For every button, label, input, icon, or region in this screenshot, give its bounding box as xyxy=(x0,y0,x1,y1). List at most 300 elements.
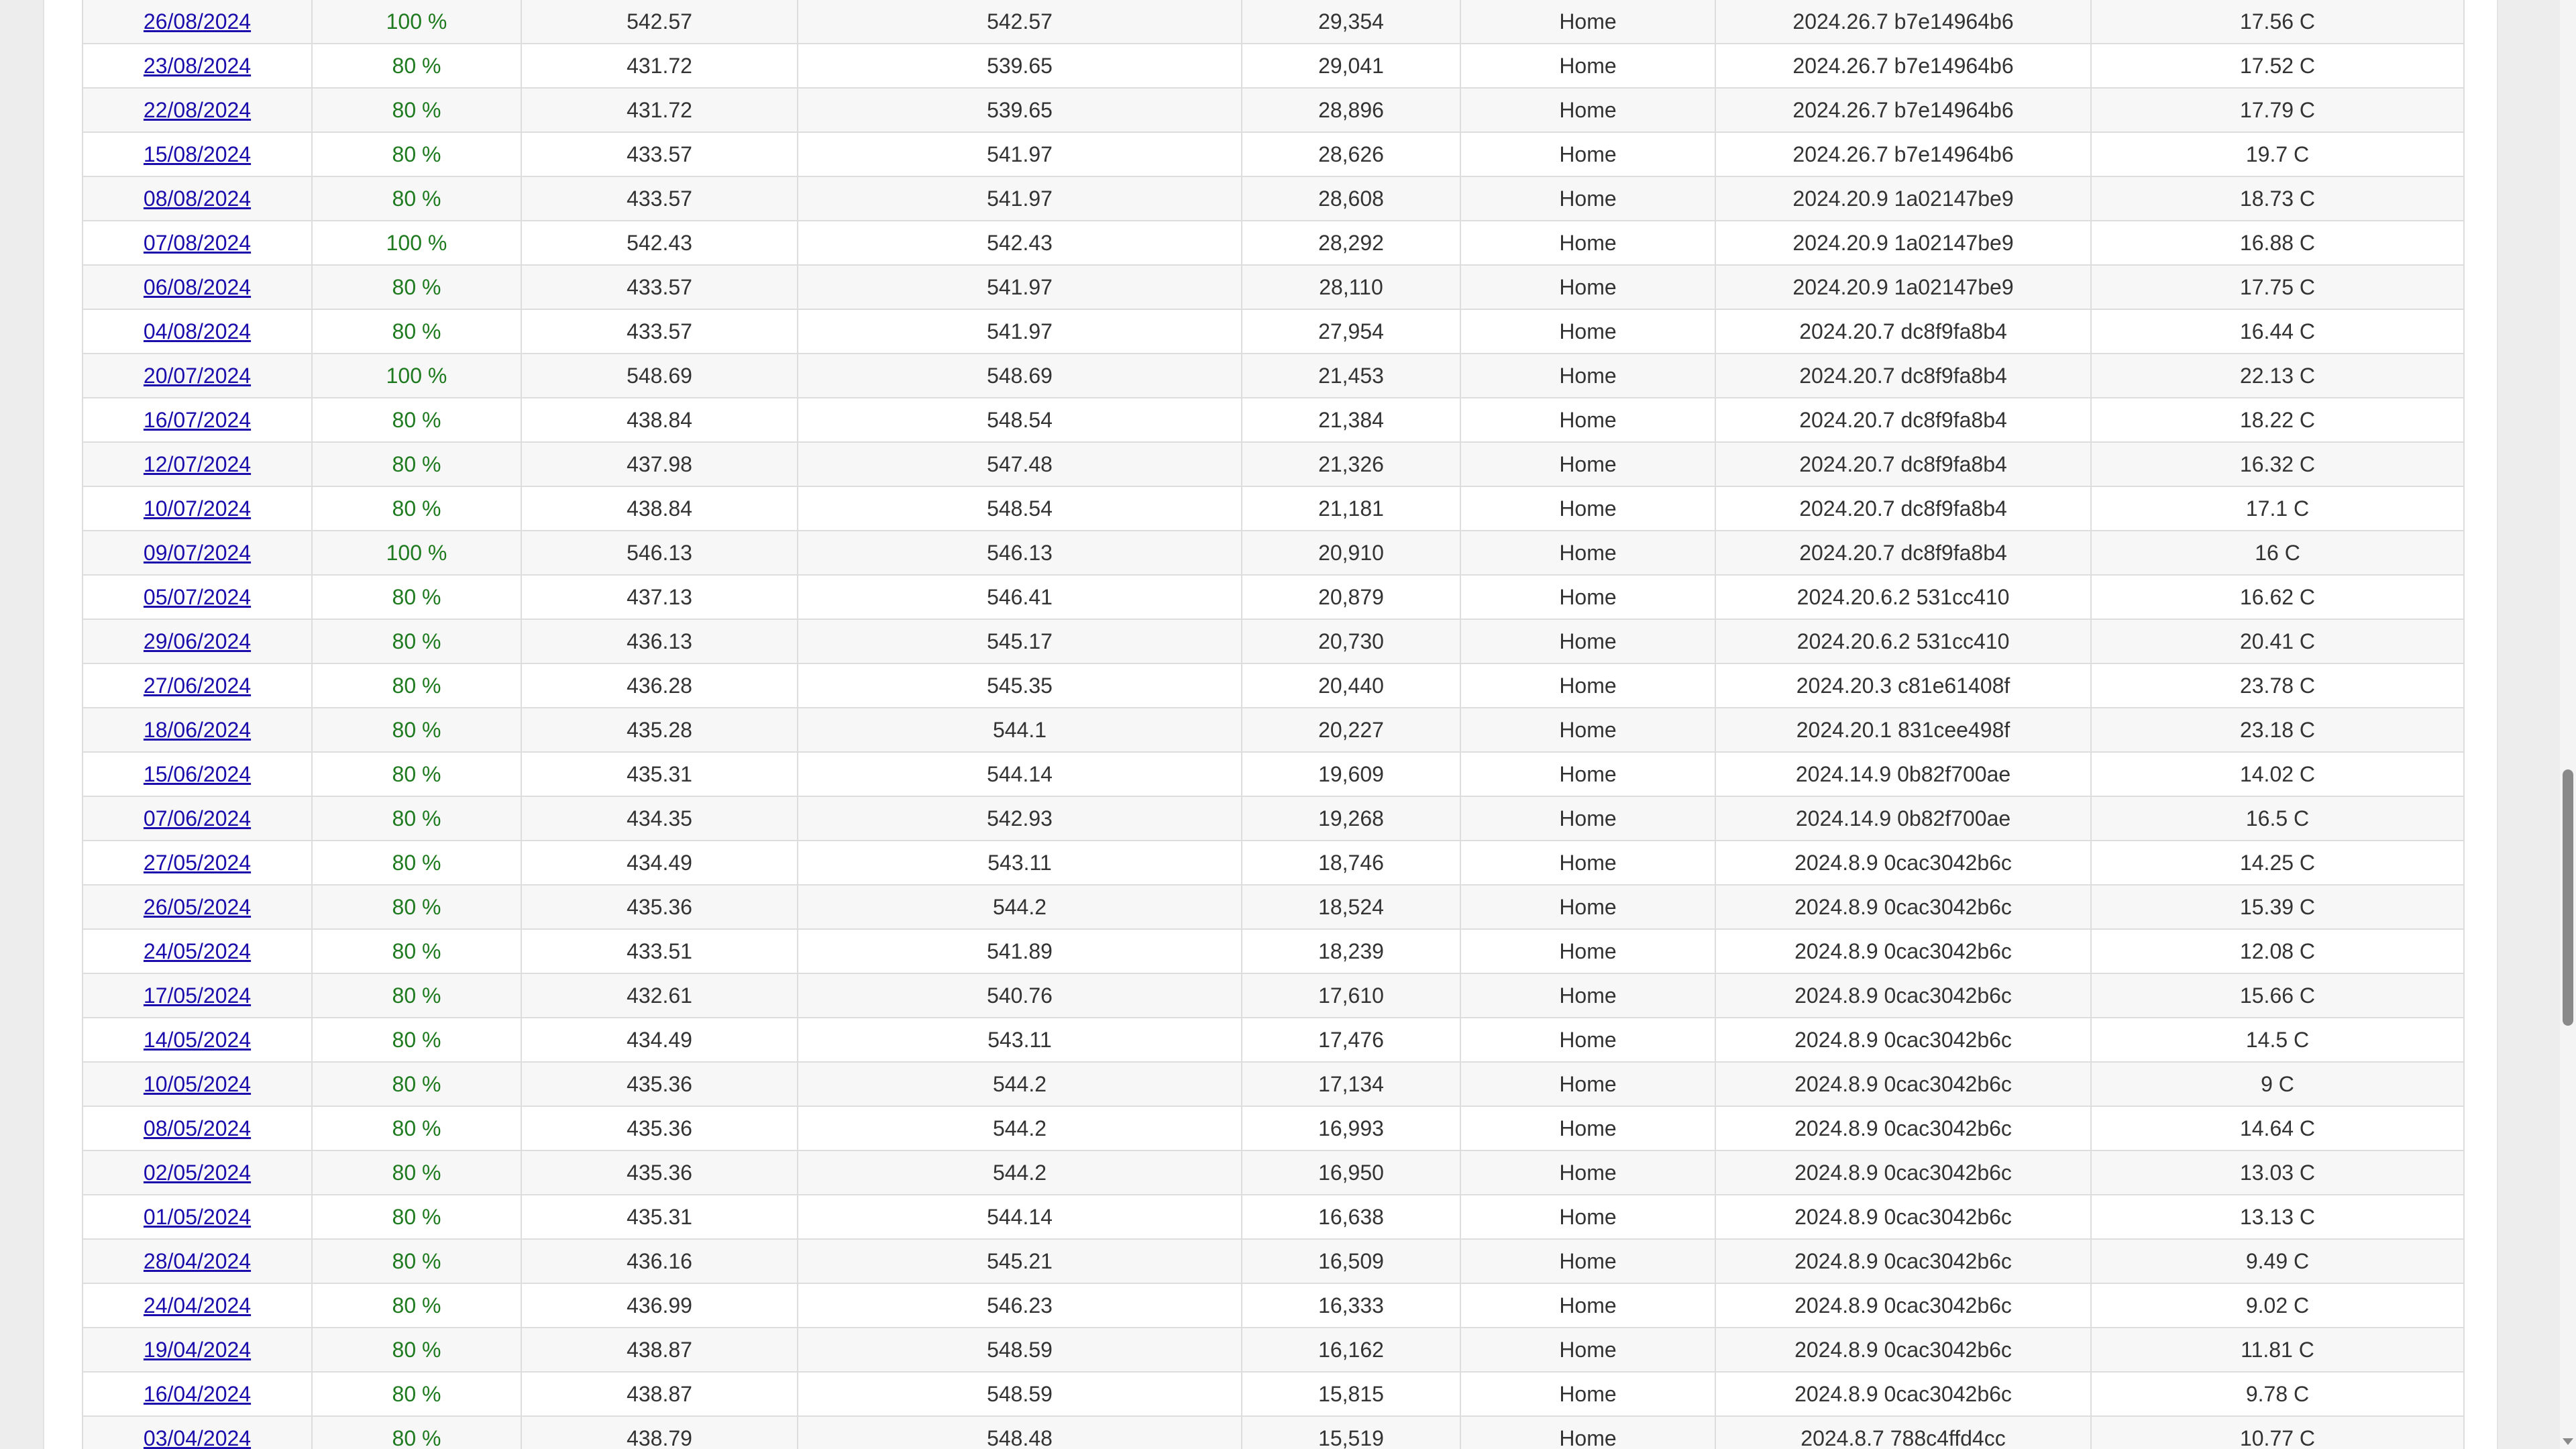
date-cell xyxy=(83,1195,312,1239)
value-cell: 438.79 xyxy=(521,1416,798,1449)
value-full-cell: 539.65 xyxy=(798,88,1242,132)
table-row xyxy=(83,265,2464,309)
count-cell: 28,896 xyxy=(1242,88,1460,132)
location-cell: Home xyxy=(1460,309,1715,354)
value-cell: 546.13 xyxy=(521,531,798,575)
percent-cell: 80 % xyxy=(312,486,521,531)
value-cell: 432.61 xyxy=(521,973,798,1018)
version-cell: 2024.20.9 1a02147be9 xyxy=(1715,176,2091,221)
temperature-cell: 9.02 C xyxy=(2091,1283,2464,1328)
value-cell: 435.31 xyxy=(521,752,798,796)
date-link[interactable]: 27/05/2024 xyxy=(143,851,252,875)
date-link[interactable]: 10/07/2024 xyxy=(143,496,252,521)
version-cell: 2024.8.9 0cac3042b6c xyxy=(1715,1018,2091,1062)
date-cell xyxy=(83,841,312,885)
location-cell: Home xyxy=(1460,486,1715,531)
temperature-cell: 9 C xyxy=(2091,1062,2464,1106)
temperature-cell: 17.79 C xyxy=(2091,88,2464,132)
value-cell: 548.69 xyxy=(521,354,798,398)
percent-cell: 80 % xyxy=(312,575,521,619)
date-link[interactable]: 15/08/2024 xyxy=(143,142,252,166)
value-full-cell: 541.89 xyxy=(798,929,1242,973)
table-row xyxy=(83,44,2464,88)
count-cell: 16,162 xyxy=(1242,1328,1460,1372)
value-cell: 433.57 xyxy=(521,176,798,221)
value-cell: 438.84 xyxy=(521,486,798,531)
temperature-cell: 12.08 C xyxy=(2091,929,2464,973)
value-cell: 433.51 xyxy=(521,929,798,973)
value-full-cell: 539.65 xyxy=(798,44,1242,88)
temperature-cell: 16.32 C xyxy=(2091,442,2464,486)
version-cell: 2024.20.7 dc8f9fa8b4 xyxy=(1715,309,2091,354)
count-cell: 17,134 xyxy=(1242,1062,1460,1106)
percent-cell: 80 % xyxy=(312,1328,521,1372)
table-row xyxy=(83,1328,2464,1372)
page-content xyxy=(43,0,2498,1449)
percent-cell: 80 % xyxy=(312,1106,521,1150)
table-row xyxy=(83,619,2464,663)
count-cell: 21,326 xyxy=(1242,442,1460,486)
date-link[interactable]: 23/08/2024 xyxy=(143,54,252,78)
date-link[interactable]: 27/06/2024 xyxy=(143,674,252,698)
temperature-cell: 23.78 C xyxy=(2091,663,2464,708)
table-row xyxy=(83,1239,2464,1283)
value-full-cell: 542.57 xyxy=(798,0,1242,44)
date-cell xyxy=(83,442,312,486)
date-link[interactable]: 09/07/2024 xyxy=(143,541,252,565)
value-full-cell: 544.2 xyxy=(798,1062,1242,1106)
date-cell xyxy=(83,309,312,354)
count-cell: 21,384 xyxy=(1242,398,1460,442)
temperature-cell: 16.5 C xyxy=(2091,796,2464,841)
value-cell: 435.36 xyxy=(521,1106,798,1150)
table-row xyxy=(83,1283,2464,1328)
temperature-cell: 15.66 C xyxy=(2091,973,2464,1018)
value-full-cell: 546.13 xyxy=(798,531,1242,575)
location-cell: Home xyxy=(1460,176,1715,221)
value-full-cell: 544.2 xyxy=(798,1150,1242,1195)
count-cell: 29,354 xyxy=(1242,0,1460,44)
date-cell xyxy=(83,1283,312,1328)
temperature-cell: 20.41 C xyxy=(2091,619,2464,663)
percent-cell: 80 % xyxy=(312,929,521,973)
location-cell: Home xyxy=(1460,1195,1715,1239)
date-link[interactable]: 15/06/2024 xyxy=(143,762,252,786)
count-cell: 16,638 xyxy=(1242,1195,1460,1239)
date-cell xyxy=(83,398,312,442)
version-cell: 2024.14.9 0b82f700ae xyxy=(1715,752,2091,796)
date-cell xyxy=(83,1239,312,1283)
percent-cell: 80 % xyxy=(312,796,521,841)
percent-cell: 100 % xyxy=(312,531,521,575)
date-cell xyxy=(83,752,312,796)
count-cell: 15,815 xyxy=(1242,1372,1460,1416)
date-cell xyxy=(83,265,312,309)
date-cell xyxy=(83,88,312,132)
date-link[interactable]: 03/04/2024 xyxy=(143,1426,252,1449)
table-body xyxy=(83,0,2464,1449)
date-link[interactable]: 06/08/2024 xyxy=(143,275,252,299)
value-full-cell: 543.11 xyxy=(798,1018,1242,1062)
percent-cell: 80 % xyxy=(312,398,521,442)
version-cell: 2024.20.3 c81e61408f xyxy=(1715,663,2091,708)
table-row xyxy=(83,531,2464,575)
table-row xyxy=(83,929,2464,973)
value-full-cell: 540.76 xyxy=(798,973,1242,1018)
percent-cell: 80 % xyxy=(312,1283,521,1328)
value-cell: 436.28 xyxy=(521,663,798,708)
percent-cell: 80 % xyxy=(312,663,521,708)
temperature-cell: 13.13 C xyxy=(2091,1195,2464,1239)
temperature-cell: 16 C xyxy=(2091,531,2464,575)
value-cell: 435.36 xyxy=(521,1062,798,1106)
table-row xyxy=(83,841,2464,885)
value-full-cell: 545.35 xyxy=(798,663,1242,708)
table-row xyxy=(83,1195,2464,1239)
percent-cell: 80 % xyxy=(312,973,521,1018)
value-full-cell: 544.2 xyxy=(798,1106,1242,1150)
value-cell: 433.57 xyxy=(521,265,798,309)
date-link[interactable]: 16/04/2024 xyxy=(143,1382,252,1406)
location-cell: Home xyxy=(1460,1150,1715,1195)
value-full-cell: 544.2 xyxy=(798,885,1242,929)
temperature-cell: 13.03 C xyxy=(2091,1150,2464,1195)
version-cell: 2024.20.6.2 531cc410 xyxy=(1715,619,2091,663)
date-link[interactable]: 28/04/2024 xyxy=(143,1249,252,1273)
location-cell: Home xyxy=(1460,1372,1715,1416)
value-cell: 436.99 xyxy=(521,1283,798,1328)
value-cell: 435.36 xyxy=(521,1150,798,1195)
date-cell xyxy=(83,885,312,929)
version-cell: 2024.8.9 0cac3042b6c xyxy=(1715,1372,2091,1416)
location-cell: Home xyxy=(1460,752,1715,796)
count-cell: 28,292 xyxy=(1242,221,1460,265)
count-cell: 17,476 xyxy=(1242,1018,1460,1062)
version-cell: 2024.20.1 831cee498f xyxy=(1715,708,2091,752)
count-cell: 16,333 xyxy=(1242,1283,1460,1328)
table-row xyxy=(83,354,2464,398)
percent-cell: 80 % xyxy=(312,1195,521,1239)
table-row xyxy=(83,132,2464,176)
date-link[interactable]: 12/07/2024 xyxy=(143,452,252,476)
percent-cell: 100 % xyxy=(312,354,521,398)
percent-cell: 80 % xyxy=(312,885,521,929)
percent-cell: 80 % xyxy=(312,442,521,486)
date-cell xyxy=(83,796,312,841)
count-cell: 16,509 xyxy=(1242,1239,1460,1283)
temperature-cell: 14.5 C xyxy=(2091,1018,2464,1062)
value-full-cell: 545.21 xyxy=(798,1239,1242,1283)
temperature-cell: 14.25 C xyxy=(2091,841,2464,885)
table-row xyxy=(83,708,2464,752)
version-cell: 2024.26.7 b7e14964b6 xyxy=(1715,0,2091,44)
percent-cell: 80 % xyxy=(312,1150,521,1195)
value-cell: 542.57 xyxy=(521,0,798,44)
value-cell: 437.13 xyxy=(521,575,798,619)
table-row xyxy=(83,752,2464,796)
value-full-cell: 544.1 xyxy=(798,708,1242,752)
location-cell: Home xyxy=(1460,44,1715,88)
table-row xyxy=(83,176,2464,221)
value-cell: 434.49 xyxy=(521,1018,798,1062)
table-row xyxy=(83,885,2464,929)
value-full-cell: 546.23 xyxy=(798,1283,1242,1328)
version-cell: 2024.20.7 dc8f9fa8b4 xyxy=(1715,486,2091,531)
version-cell: 2024.8.9 0cac3042b6c xyxy=(1715,1328,2091,1372)
value-cell: 436.13 xyxy=(521,619,798,663)
date-link[interactable]: 08/08/2024 xyxy=(143,186,252,211)
percent-cell: 80 % xyxy=(312,44,521,88)
value-full-cell: 548.59 xyxy=(798,1372,1242,1416)
version-cell: 2024.8.9 0cac3042b6c xyxy=(1715,1195,2091,1239)
date-link[interactable]: 16/07/2024 xyxy=(143,408,252,432)
date-link[interactable]: 05/07/2024 xyxy=(143,585,252,609)
value-cell: 435.31 xyxy=(521,1195,798,1239)
location-cell: Home xyxy=(1460,398,1715,442)
version-cell: 2024.8.9 0cac3042b6c xyxy=(1715,885,2091,929)
table-row xyxy=(83,1416,2464,1449)
version-cell: 2024.20.7 dc8f9fa8b4 xyxy=(1715,531,2091,575)
temperature-cell: 16.88 C xyxy=(2091,221,2464,265)
location-cell: Home xyxy=(1460,1106,1715,1150)
table-row xyxy=(83,1062,2464,1106)
version-cell: 2024.8.9 0cac3042b6c xyxy=(1715,1150,2091,1195)
location-cell: Home xyxy=(1460,973,1715,1018)
value-full-cell: 545.17 xyxy=(798,619,1242,663)
value-cell: 431.72 xyxy=(521,44,798,88)
percent-cell: 80 % xyxy=(312,1239,521,1283)
version-cell: 2024.8.9 0cac3042b6c xyxy=(1715,1283,2091,1328)
count-cell: 20,910 xyxy=(1242,531,1460,575)
vertical-scrollbar[interactable] xyxy=(2560,0,2576,1449)
table-row xyxy=(83,796,2464,841)
date-cell xyxy=(83,663,312,708)
value-full-cell: 541.97 xyxy=(798,265,1242,309)
value-full-cell: 543.11 xyxy=(798,841,1242,885)
count-cell: 15,519 xyxy=(1242,1416,1460,1449)
table-row xyxy=(83,486,2464,531)
version-cell: 2024.26.7 b7e14964b6 xyxy=(1715,132,2091,176)
percent-cell: 80 % xyxy=(312,176,521,221)
date-link[interactable]: 08/05/2024 xyxy=(143,1116,252,1140)
temperature-cell: 17.52 C xyxy=(2091,44,2464,88)
table-row xyxy=(83,1372,2464,1416)
date-link[interactable]: 18/06/2024 xyxy=(143,718,252,742)
percent-cell: 80 % xyxy=(312,309,521,354)
date-link[interactable]: 24/05/2024 xyxy=(143,939,252,963)
count-cell: 19,609 xyxy=(1242,752,1460,796)
date-link[interactable]: 22/08/2024 xyxy=(143,98,252,122)
version-cell: 2024.26.7 b7e14964b6 xyxy=(1715,44,2091,88)
count-cell: 16,993 xyxy=(1242,1106,1460,1150)
table-row xyxy=(83,0,2464,44)
location-cell: Home xyxy=(1460,796,1715,841)
value-full-cell: 548.69 xyxy=(798,354,1242,398)
percent-cell: 80 % xyxy=(312,132,521,176)
value-cell: 434.49 xyxy=(521,841,798,885)
date-cell xyxy=(83,973,312,1018)
scrollbar-thumb[interactable] xyxy=(2563,769,2573,1026)
temperature-cell: 18.73 C xyxy=(2091,176,2464,221)
table-row xyxy=(83,442,2464,486)
date-cell xyxy=(83,1062,312,1106)
location-cell: Home xyxy=(1460,929,1715,973)
location-cell: Home xyxy=(1460,708,1715,752)
date-link[interactable]: 20/07/2024 xyxy=(143,364,252,388)
count-cell: 21,181 xyxy=(1242,486,1460,531)
date-link[interactable]: 24/04/2024 xyxy=(143,1293,252,1318)
date-link[interactable]: 14/05/2024 xyxy=(143,1028,252,1052)
temperature-cell: 18.22 C xyxy=(2091,398,2464,442)
date-cell xyxy=(83,1106,312,1150)
location-cell: Home xyxy=(1460,841,1715,885)
date-link[interactable]: 01/05/2024 xyxy=(143,1205,252,1229)
version-cell: 2024.20.9 1a02147be9 xyxy=(1715,265,2091,309)
percent-cell: 80 % xyxy=(312,619,521,663)
value-cell: 438.87 xyxy=(521,1372,798,1416)
count-cell: 18,524 xyxy=(1242,885,1460,929)
count-cell: 28,626 xyxy=(1242,132,1460,176)
percent-cell: 80 % xyxy=(312,1416,521,1449)
version-cell: 2024.8.9 0cac3042b6c xyxy=(1715,929,2091,973)
percent-cell: 100 % xyxy=(312,0,521,44)
value-full-cell: 548.54 xyxy=(798,486,1242,531)
count-cell: 28,110 xyxy=(1242,265,1460,309)
version-cell: 2024.8.9 0cac3042b6c xyxy=(1715,1106,2091,1150)
percent-cell: 100 % xyxy=(312,221,521,265)
date-link[interactable]: 02/05/2024 xyxy=(143,1161,252,1185)
count-cell: 20,227 xyxy=(1242,708,1460,752)
value-full-cell: 548.54 xyxy=(798,398,1242,442)
count-cell: 20,879 xyxy=(1242,575,1460,619)
table-row xyxy=(83,398,2464,442)
value-full-cell: 541.97 xyxy=(798,309,1242,354)
scroll-down-arrow-icon[interactable] xyxy=(2563,1438,2573,1445)
date-cell xyxy=(83,176,312,221)
version-cell: 2024.20.7 dc8f9fa8b4 xyxy=(1715,442,2091,486)
count-cell: 28,608 xyxy=(1242,176,1460,221)
date-link[interactable]: 10/05/2024 xyxy=(143,1072,252,1096)
temperature-cell: 11.81 C xyxy=(2091,1328,2464,1372)
table-row xyxy=(83,663,2464,708)
location-cell: Home xyxy=(1460,1239,1715,1283)
table-row xyxy=(83,1150,2464,1195)
location-cell: Home xyxy=(1460,1018,1715,1062)
count-cell: 21,453 xyxy=(1242,354,1460,398)
temperature-cell: 17.56 C xyxy=(2091,0,2464,44)
temperature-cell: 14.64 C xyxy=(2091,1106,2464,1150)
percent-cell: 80 % xyxy=(312,1372,521,1416)
temperature-cell: 19.7 C xyxy=(2091,132,2464,176)
percent-cell: 80 % xyxy=(312,841,521,885)
version-cell: 2024.20.7 dc8f9fa8b4 xyxy=(1715,398,2091,442)
count-cell: 18,746 xyxy=(1242,841,1460,885)
temperature-cell: 14.02 C xyxy=(2091,752,2464,796)
value-full-cell: 546.41 xyxy=(798,575,1242,619)
date-cell xyxy=(83,1150,312,1195)
temperature-cell: 17.75 C xyxy=(2091,265,2464,309)
value-cell: 435.36 xyxy=(521,885,798,929)
count-cell: 20,730 xyxy=(1242,619,1460,663)
table-row xyxy=(83,1106,2464,1150)
location-cell: Home xyxy=(1460,354,1715,398)
location-cell: Home xyxy=(1460,1328,1715,1372)
version-cell: 2024.8.9 0cac3042b6c xyxy=(1715,1062,2091,1106)
value-full-cell: 547.48 xyxy=(798,442,1242,486)
value-cell: 438.84 xyxy=(521,398,798,442)
count-cell: 29,041 xyxy=(1242,44,1460,88)
date-cell xyxy=(83,44,312,88)
date-link[interactable]: 29/06/2024 xyxy=(143,629,252,653)
value-cell: 433.57 xyxy=(521,132,798,176)
temperature-cell: 16.62 C xyxy=(2091,575,2464,619)
value-full-cell: 548.48 xyxy=(798,1416,1242,1449)
date-link[interactable]: 26/05/2024 xyxy=(143,895,252,919)
count-cell: 19,268 xyxy=(1242,796,1460,841)
location-cell: Home xyxy=(1460,619,1715,663)
date-cell xyxy=(83,531,312,575)
table-row xyxy=(83,1018,2464,1062)
value-full-cell: 542.93 xyxy=(798,796,1242,841)
date-cell xyxy=(83,354,312,398)
count-cell: 18,239 xyxy=(1242,929,1460,973)
version-cell: 2024.8.9 0cac3042b6c xyxy=(1715,1239,2091,1283)
date-link[interactable]: 26/08/2024 xyxy=(143,9,252,34)
date-cell xyxy=(83,486,312,531)
value-cell: 436.16 xyxy=(521,1239,798,1283)
date-cell xyxy=(83,0,312,44)
date-cell xyxy=(83,132,312,176)
temperature-cell: 16.44 C xyxy=(2091,309,2464,354)
version-cell: 2024.20.7 dc8f9fa8b4 xyxy=(1715,354,2091,398)
date-link[interactable]: 17/05/2024 xyxy=(143,983,252,1008)
date-link[interactable]: 19/04/2024 xyxy=(143,1338,252,1362)
version-cell: 2024.8.9 0cac3042b6c xyxy=(1715,973,2091,1018)
location-cell: Home xyxy=(1460,1062,1715,1106)
date-link[interactable]: 07/08/2024 xyxy=(143,231,252,255)
table-row xyxy=(83,88,2464,132)
location-cell: Home xyxy=(1460,0,1715,44)
version-cell: 2024.20.6.2 531cc410 xyxy=(1715,575,2091,619)
date-cell xyxy=(83,619,312,663)
percent-cell: 80 % xyxy=(312,1018,521,1062)
date-link[interactable]: 04/08/2024 xyxy=(143,319,252,343)
temperature-cell: 22.13 C xyxy=(2091,354,2464,398)
charge-history-table xyxy=(82,0,2465,1449)
date-cell xyxy=(83,1416,312,1449)
percent-cell: 80 % xyxy=(312,752,521,796)
count-cell: 16,950 xyxy=(1242,1150,1460,1195)
location-cell: Home xyxy=(1460,531,1715,575)
version-cell: 2024.26.7 b7e14964b6 xyxy=(1715,88,2091,132)
table-row xyxy=(83,973,2464,1018)
version-cell: 2024.20.9 1a02147be9 xyxy=(1715,221,2091,265)
version-cell: 2024.14.9 0b82f700ae xyxy=(1715,796,2091,841)
temperature-cell: 17.1 C xyxy=(2091,486,2464,531)
percent-cell: 80 % xyxy=(312,708,521,752)
value-full-cell: 541.97 xyxy=(798,132,1242,176)
value-cell: 431.72 xyxy=(521,88,798,132)
value-cell: 438.87 xyxy=(521,1328,798,1372)
date-cell xyxy=(83,575,312,619)
value-cell: 434.35 xyxy=(521,796,798,841)
temperature-cell: 10.77 C xyxy=(2091,1416,2464,1449)
date-cell xyxy=(83,1328,312,1372)
date-link[interactable]: 07/06/2024 xyxy=(143,806,252,830)
value-full-cell: 548.59 xyxy=(798,1328,1242,1372)
location-cell: Home xyxy=(1460,885,1715,929)
date-cell xyxy=(83,1372,312,1416)
